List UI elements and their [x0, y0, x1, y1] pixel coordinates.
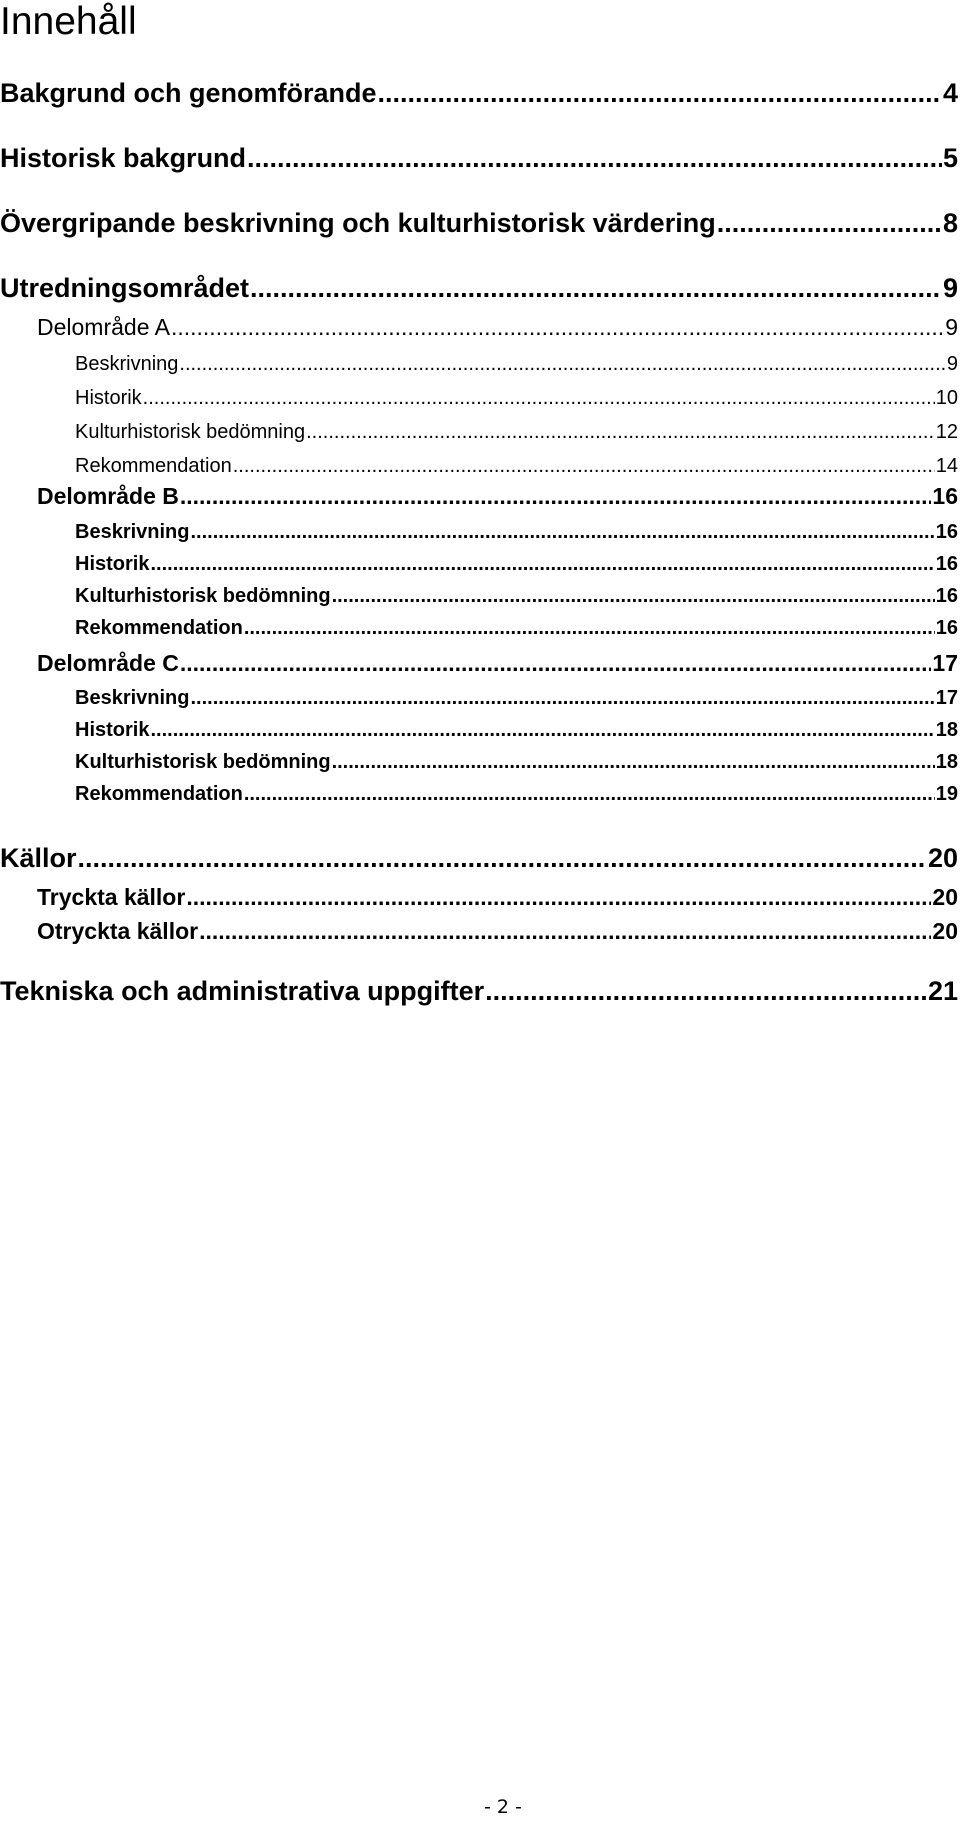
toc-entry-page: 10	[935, 387, 958, 409]
toc-entry-label: Källor	[0, 843, 77, 873]
toc-leader-dots	[717, 208, 942, 239]
toc-entry-label: Beskrivning	[75, 353, 179, 375]
toc-entry[interactable]	[75, 585, 958, 608]
toc-entry-label: Kulturhistorisk bedömning	[75, 421, 306, 443]
toc-entry-page: 20	[932, 884, 958, 910]
toc-entry[interactable]	[37, 884, 958, 911]
toc-entry-label: Kulturhistorisk bedömning	[75, 585, 331, 607]
toc-entry[interactable]	[75, 353, 958, 376]
toc-leader-dots	[233, 455, 935, 478]
toc-leader-dots	[150, 719, 934, 742]
toc-entry-page: 9	[942, 273, 958, 303]
toc-entry-page: 12	[935, 421, 958, 443]
toc-entry-label: Beskrivning	[75, 521, 190, 543]
toc-entry-label: Utredningsområdet	[0, 273, 250, 303]
toc-entry-page: 16	[935, 585, 958, 607]
toc-entry-label: Tekniska och administrativa uppgifter	[0, 976, 485, 1006]
toc-entry[interactable]	[75, 421, 958, 444]
toc-entry-page: 16	[935, 553, 958, 575]
toc-leader-dots	[179, 353, 945, 376]
toc-leader-dots	[250, 273, 942, 304]
toc-entry[interactable]	[75, 387, 958, 410]
toc-entry[interactable]	[37, 483, 958, 510]
toc-entry[interactable]	[0, 143, 958, 174]
toc-entry[interactable]	[75, 783, 958, 806]
toc-entry[interactable]	[75, 751, 958, 774]
toc-leader-dots	[143, 387, 935, 410]
toc-entry[interactable]	[0, 208, 958, 239]
toc-entry-label: Kulturhistorisk bedömning	[75, 751, 331, 773]
toc-entry-label: Delområde A	[37, 314, 170, 340]
toc-entry-page: 17	[932, 650, 958, 676]
toc-leader-dots	[378, 78, 942, 109]
toc-entry-label: Otryckta källor	[37, 918, 199, 944]
toc-entry-label: Rekommendation	[75, 617, 243, 639]
toc-entry-label: Tryckta källor	[37, 884, 186, 910]
toc-entry-label: Rekommendation	[75, 783, 243, 805]
toc-entry-page: 16	[935, 521, 958, 543]
toc-entry[interactable]	[75, 521, 958, 544]
toc-entry-page: 20	[927, 843, 958, 873]
toc-leader-dots	[332, 585, 935, 608]
toc-entry-page: 8	[942, 208, 958, 238]
toc-entry[interactable]	[75, 553, 958, 576]
toc-entry-page: 19	[935, 783, 958, 805]
toc-entry-label: Bakgrund och genomförande	[0, 78, 377, 108]
toc-entry[interactable]	[75, 455, 958, 478]
toc-entry-page: 14	[935, 455, 958, 477]
toc-entry-label: Historik	[75, 387, 142, 409]
toc-heading: Innehåll	[0, 0, 137, 43]
toc-entry[interactable]	[0, 976, 958, 1007]
toc-entry-label: Historik	[75, 553, 150, 575]
toc-leader-dots	[150, 553, 934, 576]
toc-entry[interactable]	[75, 617, 958, 640]
toc-entry-page: 18	[935, 719, 958, 741]
toc-leader-dots	[186, 884, 931, 911]
toc-leader-dots	[332, 751, 935, 774]
toc-entry-page: 21	[927, 976, 958, 1006]
toc-entry[interactable]	[0, 273, 958, 304]
toc-entry-page: 17	[935, 687, 958, 709]
toc-leader-dots	[306, 421, 935, 444]
toc-leader-dots	[180, 650, 932, 677]
toc-leader-dots	[78, 843, 927, 874]
toc-leader-dots	[244, 617, 935, 640]
toc-entry[interactable]	[37, 650, 958, 677]
toc-entry-page: 9	[946, 353, 958, 375]
toc-leader-dots	[171, 314, 944, 341]
toc-entry-label: Beskrivning	[75, 687, 190, 709]
toc-entry-page: 20	[932, 918, 958, 944]
toc-entry-label: Historik	[75, 719, 150, 741]
toc-leader-dots	[247, 143, 942, 174]
toc-entry[interactable]	[75, 719, 958, 742]
toc-entry[interactable]	[37, 314, 958, 341]
toc-leader-dots	[485, 976, 927, 1007]
toc-entry-label: Övergripande beskrivning och kulturhistorisk värdering	[0, 208, 716, 238]
toc-entry-label: Delområde C	[37, 650, 179, 676]
toc-leader-dots	[190, 521, 934, 544]
toc-leader-dots	[190, 687, 934, 710]
toc-entry-page: 5	[942, 143, 958, 173]
page-number: - 2 -	[484, 1796, 522, 1818]
toc-entry-label: Historisk bakgrund	[0, 143, 247, 173]
toc-entry-label: Rekommendation	[75, 455, 232, 477]
toc-leader-dots	[199, 918, 931, 945]
toc-entry[interactable]	[0, 78, 958, 109]
toc-entry[interactable]	[75, 687, 958, 710]
toc-entry-page: 9	[945, 314, 958, 340]
toc-leader-dots	[244, 783, 935, 806]
toc-entry-page: 16	[932, 483, 958, 509]
toc-entry-page: 18	[935, 751, 958, 773]
toc-entry-page: 4	[942, 78, 958, 108]
toc-entry[interactable]	[37, 918, 958, 945]
toc-leader-dots	[180, 483, 932, 510]
toc-entry[interactable]	[0, 843, 958, 874]
toc-entry-label: Delområde B	[37, 483, 179, 509]
toc-entry-page: 16	[935, 617, 958, 639]
